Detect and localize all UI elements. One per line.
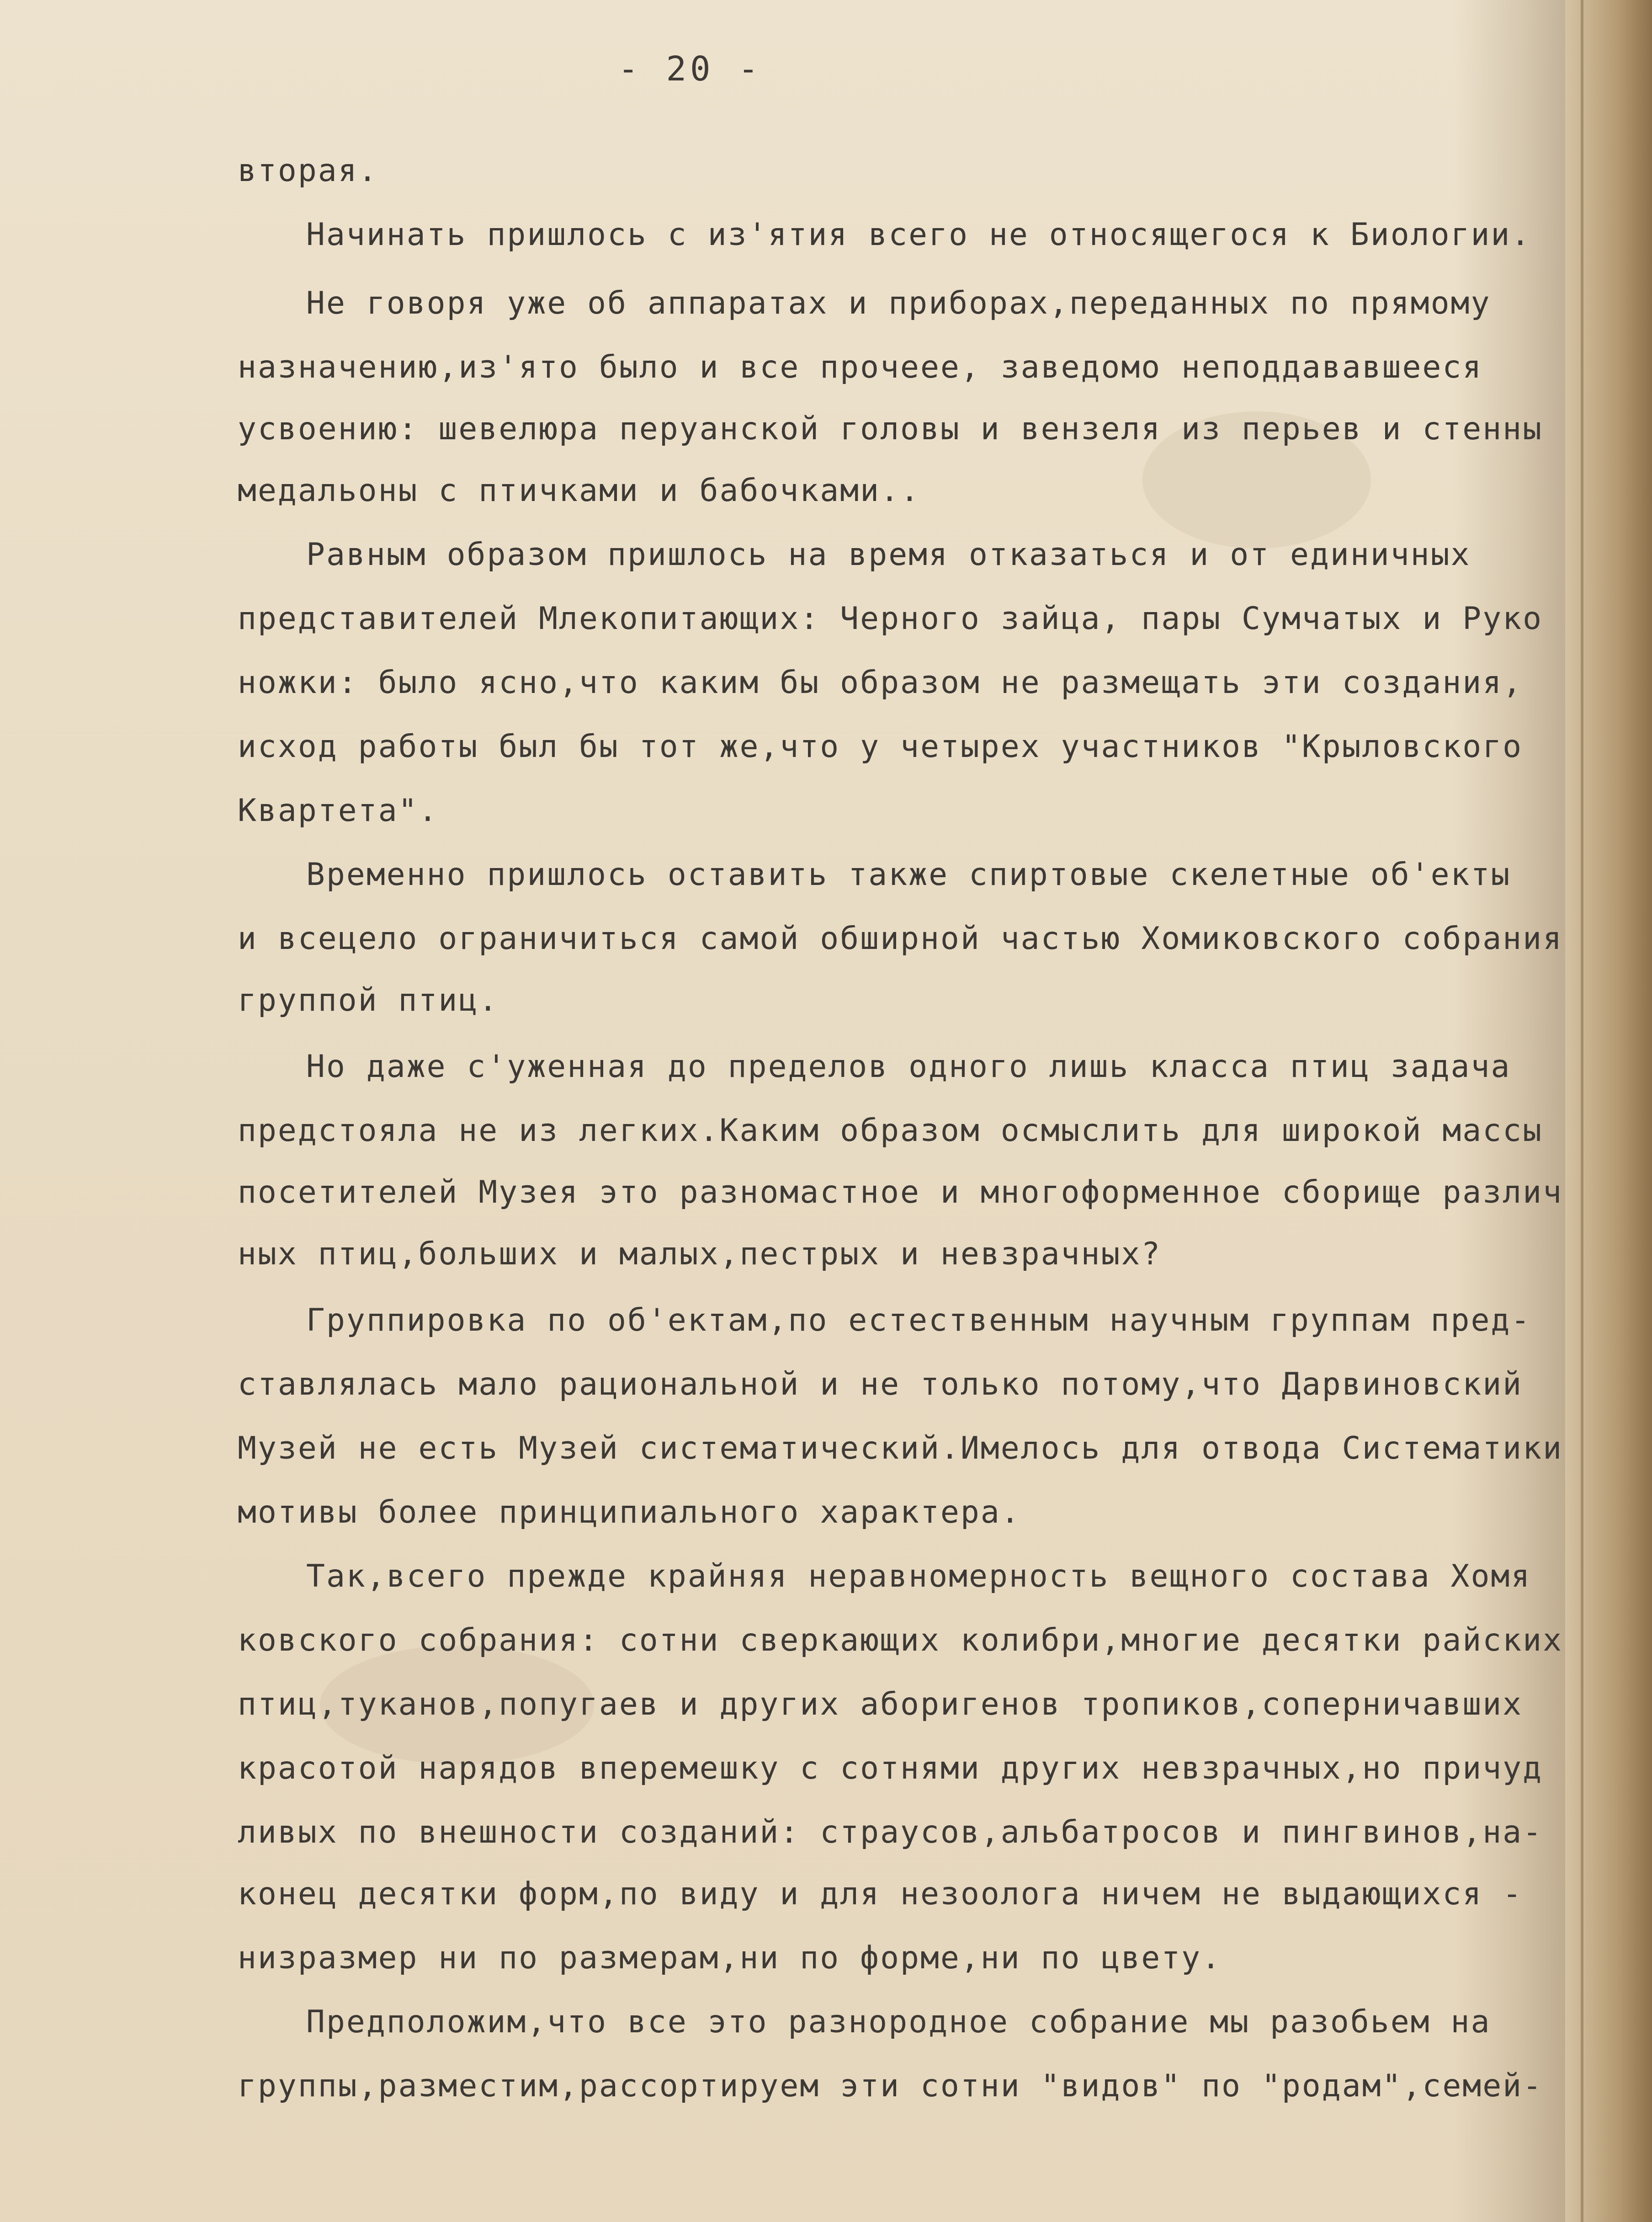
text-line: низразмер ни по размерам,ни по форме,ни по цвету.: [238, 1940, 1222, 1976]
text-line: Начинать пришлось с из'ятия всего не относящегося к Биологии.: [306, 217, 1531, 253]
text-line: и всецело ограничиться самой обширной частью Хомиковского собрания: [238, 921, 1563, 957]
text-line: Равным образом пришлось на время отказаться и от единичных: [306, 537, 1471, 573]
text-line: Предположим,что все это разнородное собрание мы разобьем на: [306, 2004, 1491, 2040]
text-line: группой птиц.: [238, 982, 499, 1018]
text-line: красотой нарядов вперемешку с сотнями других невзрачных,но причуд: [238, 1750, 1543, 1786]
page-edge-shadow: [1565, 0, 1652, 2222]
text-line: вторая.: [238, 153, 378, 189]
text-line: конец десятки форм,по виду и для незоолога ничем не выдающихся -: [238, 1876, 1523, 1912]
text-line: ножки: было ясно,что каким бы образом не размещать эти создания,: [238, 665, 1523, 701]
text-line: Группировка по об'ектам,по естественным научным группам пред-: [306, 1302, 1531, 1338]
text-line: медальоны с птичками и бабочками..: [238, 473, 920, 509]
text-line: ных птиц,больших и малых,пестрых и невзрачных?: [238, 1236, 1162, 1272]
text-line: Но даже с'уженная до пределов одного лишь класса птиц задача: [306, 1049, 1511, 1085]
text-line: Квартета".: [238, 793, 439, 829]
page-fold: [1581, 0, 1583, 2222]
text-line: ставлялась мало рациональной и не только потому,что Дарвиновский: [238, 1366, 1523, 1402]
text-line: ковского собрания: сотни сверкающих колибри,многие десятки райских: [238, 1622, 1563, 1658]
text-line: мотивы более принципиального характера.: [238, 1494, 1021, 1530]
text-line: Не говоря уже об аппаратах и приборах,переданных по прямому: [306, 285, 1491, 321]
text-line: Музей не есть Музей систематический.Имелось для отвода Систематики: [238, 1430, 1563, 1466]
text-line: ливых по внешности созданий: страусов,альбатросов и пингвинов,на-: [238, 1814, 1543, 1850]
text-line: Временно пришлось оставить также спиртовые скелетные об'екты: [306, 857, 1511, 893]
text-line: посетителей Музея это разномастное и многоформенное сборище различ: [238, 1174, 1563, 1210]
text-line: представителей Млекопитающих: Черного зайца, пары Сумчатых и Руко: [238, 601, 1543, 637]
text-line: назначению,из'ято было и все прочеее, заведомо неподдававшееся: [238, 349, 1483, 385]
text-line: исход работы был бы тот же,что у четырех участников "Крыловского: [238, 729, 1523, 765]
text-line: Так,всего прежде крайняя неравномерность вещного состава Хомя: [306, 1558, 1531, 1594]
text-line: птиц,туканов,попугаев и других аборигенов тропиков,соперничавших: [238, 1686, 1523, 1722]
text-line: усвоению: шевелюра перуанской головы и вензеля из перьев и стенны: [238, 411, 1543, 447]
text-line: группы,разместим,рассортируем эти сотни "видов" по "родам",семей-: [238, 2068, 1543, 2104]
page-number: - 20 -: [618, 49, 762, 89]
text-line: предстояла не из легких.Каким образом осмыслить для широкой массы: [238, 1113, 1543, 1149]
